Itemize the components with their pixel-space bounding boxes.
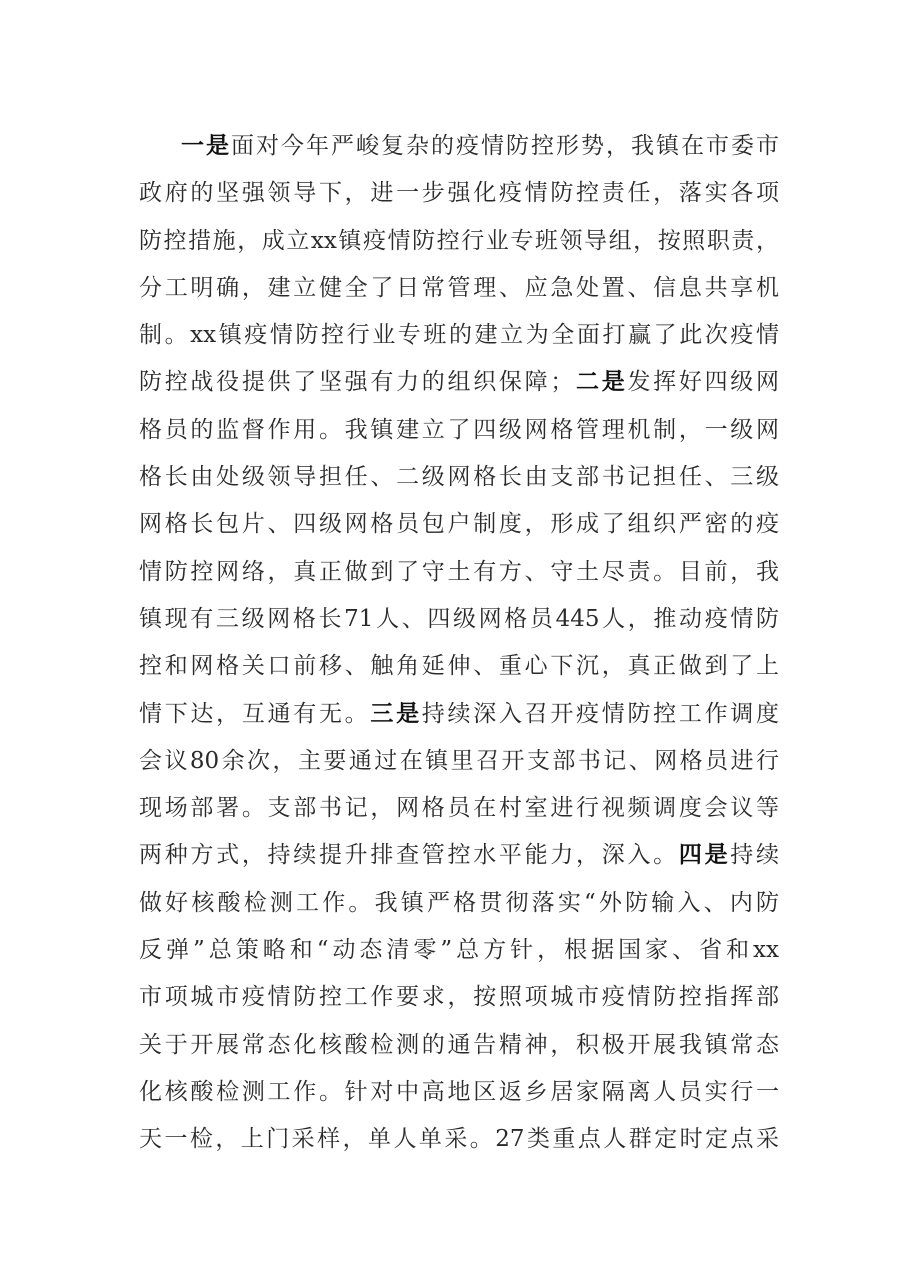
text-line xyxy=(139,502,779,547)
text-line xyxy=(139,171,779,216)
text-line xyxy=(139,928,779,973)
text-segment: 会议80余次，主要通过在镇里召开支部书记、网格员进行 xyxy=(139,747,779,774)
text-segment: 情防控网络，真正做到了守土有方、守土尽责。目前，我 xyxy=(139,558,779,585)
text-segment: 持续深入召开疫情防控工作调度 xyxy=(421,700,780,727)
text-segment: 持续 xyxy=(730,842,780,869)
text-line xyxy=(139,360,779,405)
text-line xyxy=(139,881,779,926)
text-segment: 格长由处级领导担任、二级网格长由支部书记担任、三级 xyxy=(139,464,779,491)
text-line xyxy=(139,1070,779,1115)
text-line xyxy=(139,1023,779,1068)
bold-ordinal: 二是 xyxy=(573,369,628,396)
text-line xyxy=(139,1117,779,1162)
text-segment: 面对今年严峻复杂的疫情防控形势，我镇在市委市 xyxy=(231,133,779,159)
text-line xyxy=(139,455,779,500)
text-line xyxy=(139,408,779,453)
text-line xyxy=(139,786,779,831)
body-paragraph xyxy=(139,124,779,1165)
text-line xyxy=(139,644,779,689)
text-segment: 情下达，互通有无。 xyxy=(139,700,371,727)
text-segment: 化核酸检测工作。针对中高地区返乡居家隔离人员实行一 xyxy=(139,1078,779,1105)
text-line xyxy=(139,313,779,358)
text-line xyxy=(139,597,779,642)
text-segment: 防控战役提供了坚强有力的组织保障； xyxy=(139,369,574,396)
text-segment: 现场部署。支部书记，网格员在村室进行视频调度会议等 xyxy=(139,795,779,822)
text-line xyxy=(139,975,779,1020)
text-line xyxy=(139,124,779,169)
text-line xyxy=(139,266,779,311)
text-line xyxy=(139,692,779,737)
text-line xyxy=(139,739,779,784)
text-segment: 市项城市疫情防控工作要求，按照项城市疫情防控指挥部 xyxy=(139,984,779,1011)
text-segment: 发挥好四级网 xyxy=(627,369,780,396)
text-line xyxy=(139,219,779,264)
text-segment: 网格长包片、四级网格员包户制度，形成了组织严密的疫 xyxy=(139,511,779,538)
text-segment: 做好核酸检测工作。我镇严格贯彻落实“外防输入、内防 xyxy=(139,889,779,916)
text-segment: 关于开展常态化核酸检测的通告精神，积极开展我镇常态 xyxy=(139,1031,779,1058)
text-segment: 反弹”总策略和“动态清零”总方针，根据国家、省和xx xyxy=(139,937,779,964)
text-segment: 分工明确，建立健全了日常管理、应急处置、信息共享机 xyxy=(139,274,779,301)
text-segment: 政府的坚强领导下，进一步强化疫情防控责任，落实各项 xyxy=(139,180,779,207)
text-segment: 制。xx镇疫情防控行业专班的建立为全面打赢了此次疫情 xyxy=(139,322,779,349)
bold-ordinal: 一是 xyxy=(181,133,231,159)
text-segment: 防控措施，成立xx镇疫情防控行业专班领导组，按照职责， xyxy=(139,227,779,254)
text-segment: 镇现有三级网格长71人、四级网格员445人，推动疫情防 xyxy=(139,605,779,632)
text-segment: 格员的监督作用。我镇建立了四级网格管理机制，一级网 xyxy=(139,416,779,443)
bold-ordinal: 三是 xyxy=(370,700,422,727)
text-segment: 控和网格关口前移、触角延伸、重心下沉，真正做到了上 xyxy=(139,653,779,680)
text-segment: 天一检，上门采样，单人单采。27类重点人群定时定点采 xyxy=(139,1126,779,1153)
text-line xyxy=(139,550,779,595)
text-line xyxy=(139,833,779,878)
bold-ordinal: 四是 xyxy=(678,842,731,869)
text-segment: 两种方式，持续提升排查管控水平能力，深入。 xyxy=(139,842,679,869)
